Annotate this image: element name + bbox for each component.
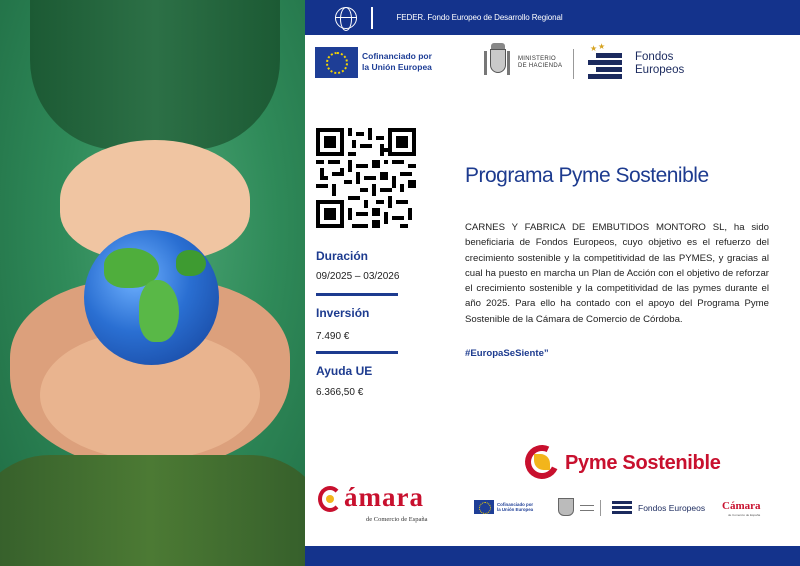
qr-code[interactable] <box>316 128 416 228</box>
sleeve-bottom <box>0 455 305 566</box>
feder-text: FEDER. Fondo Europeo de Desarrollo Regional <box>396 13 563 22</box>
logo-divider <box>573 49 574 79</box>
fondos-europeos-icon: ★ ★ <box>588 45 622 79</box>
fondos-europeos-label: Fondos Europeos <box>635 51 685 76</box>
ministerio-label: MINISTERIO DE HACIENDA <box>518 56 563 69</box>
hashtag[interactable]: #EuropaSeSiente” <box>465 348 549 359</box>
eu-cofinanced-small-label: Cofinanciado por la Unión Europea <box>497 502 534 512</box>
program-title: Programa Pyme Sostenible <box>465 164 709 187</box>
ayuda-ue-value: 6.366,50 € <box>316 387 364 398</box>
camara-small-logo: Cámara <box>722 500 761 512</box>
logo-divider <box>600 500 601 516</box>
eu-cofinanced-label: Cofinanciado por la Unión Europea <box>362 51 432 72</box>
divider-rule <box>316 351 398 354</box>
camara-word: ámara <box>344 482 424 512</box>
ministerio-small-mark <box>580 505 594 511</box>
inversion-value: 7.490 € <box>316 331 350 342</box>
globe-icon <box>335 7 357 29</box>
leaf-icon <box>534 454 550 470</box>
funding-logos <box>305 35 800 95</box>
hands-globe-photo <box>0 0 305 566</box>
eu-flag-icon <box>315 47 358 78</box>
fondos-europeos-small-label: Fondos Europeos <box>638 503 706 513</box>
inversion-label: Inversión <box>316 306 370 320</box>
sleeve-top <box>30 0 280 150</box>
feder-header-bar <box>305 0 800 35</box>
duracion-label: Duración <box>316 249 369 263</box>
divider <box>371 7 373 29</box>
fondos-europeos-small-icon <box>612 499 632 517</box>
qr-code-graphic <box>316 128 416 228</box>
camara-subtitle: de Comercio de España <box>366 516 428 523</box>
earth-globe <box>84 230 219 365</box>
spain-coat-of-arms-small-icon <box>558 498 574 516</box>
ayuda-ue-label: Ayuda UE <box>316 364 373 378</box>
camara-small-subtitle: de Comercio de España <box>728 513 761 517</box>
eu-flag-small-icon <box>474 500 494 514</box>
program-description: CARNES Y FABRICA DE EMBUTIDOS MONTORO SL, ha sido beneficiaria de Fondos Europeos, cuyo objetivo es el refuerzo del crecimiento sostenible y la competitividad de las PYMES, y gracias al cual ha puesto en marcha un Plan de Acción con el objetivo de reforzar el crecimiento sostenible y la competitividad de las pymes durante el año 2025. Para ello ha contado con el apoyo del Programa Pyme Sostenible de la Cámara de Comercio de Córdoba. <box>465 222 769 325</box>
footer-bar <box>305 546 800 566</box>
divider-rule <box>316 293 398 296</box>
spain-coat-of-arms-icon <box>482 41 512 79</box>
pyme-sostenible-logo-text: Pyme Sostenible <box>565 452 721 474</box>
duracion-value: 09/2025 – 03/2026 <box>316 271 400 282</box>
